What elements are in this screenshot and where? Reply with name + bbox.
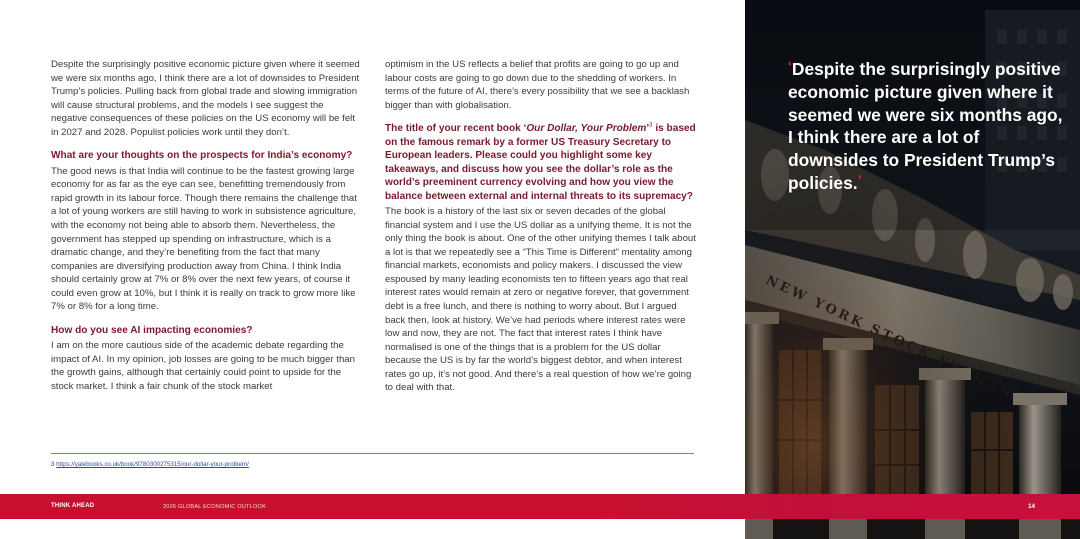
footer-bar	[0, 494, 1080, 519]
footnote-link[interactable]: https://yalebooks.co.uk/book/9780300275315/our-dollar-your-problem/	[56, 461, 249, 468]
footer-publication: 2026 GLOBAL ECONOMIC OUTLOOK	[163, 503, 267, 510]
pull-quote-text: Despite the surprisingly positive economic picture given where it seemed we were six months ago, I think there are a lot of downsides to President Trump’s policies.	[788, 59, 1063, 193]
answer-india: The good news is that India will continue to be the fastest growing large economy for as far as the eye can see, benefitting tremendously from rapid growth in its labour force. Though there remains the challenge that a lot of young workers are still having to work in subsistence agriculture, with the economy not being able to absorb them. Nevertheless, the government has stepped up spending on infrastructure, which is a dramatic change, and they’re benefiting from the fact that many companies are diversifying production away from China. I think India should certainly grow at 7% or 8% over the next few years, of course it could even grow at 10%, but I think it is really on track to grow more like 7% or 8% for a long time.	[51, 165, 357, 313]
question-dollar-prefix: The title of your recent book ‘	[385, 123, 527, 135]
question-dollar-rest: is based on the famous remark by a former US Treasury Secretary to European leaders. Please could you highlight some key takeaways, and discuss how you see the dollar’s role as the world’s preeminent currency evolving and how you view the balance between external and internal threats to its supremacy?	[385, 123, 696, 202]
answer-ai: I am on the more cautious side of the academic debate regarding the impact of AI. In my opinion, job losses are going to be much bigger than the growth gains, although that certainly could point to upside for the stock market. I think a fair chunk of the stock market	[51, 340, 355, 392]
column-bases	[745, 519, 1080, 539]
page-number: 14	[1028, 503, 1036, 510]
question-dollar-close-quote: ’	[646, 123, 650, 135]
left-text-column	[51, 58, 360, 393]
right-text-column	[385, 58, 697, 395]
footnote	[51, 461, 249, 468]
question-ai: How do you see AI impacting economies?	[51, 324, 253, 336]
footer-brand: THINK AHEAD	[51, 503, 95, 509]
book-title: Our Dollar, Your Problem	[526, 123, 647, 135]
intro-paragraph: Despite the surprisingly positive economic picture given where it seemed we were six months ago, I think there are a lot of downsides to President Trump’s policies. Pulling back from global trade and slowing immigration will cause structural problems, and the models I see suggest the negative consequences of these policies on the US economy will be felt in 2027 and 2028. Populist policies work until they don’t.	[51, 59, 360, 138]
photo-bottom-strip	[745, 519, 1080, 539]
footnote-number: 3	[51, 461, 55, 468]
close-quote-mark: ’	[857, 171, 862, 188]
question-dollar	[385, 122, 697, 203]
footnote-ref[interactable]: 3	[649, 122, 653, 129]
open-quote-mark: ‘	[788, 58, 792, 74]
pull-quote	[788, 58, 1068, 195]
question-india: What are your thoughts on the prospects for India’s economy?	[51, 150, 353, 162]
footnote-divider	[51, 453, 694, 454]
continued-paragraph: optimism in the US reflects a belief that profits are going to go up and labour costs are going to go down due to the shedding of workers. In terms of the future of AI, there’s every possibility that we see a backlash bigger than with globalisation.	[385, 59, 690, 111]
answer-dollar: The book is a history of the last six or seven decades of the global financial system and I use the US dollar as a unifying theme. It is not the only thing the book is about. One of the other unifying themes I talk about a lot is that we repeatedly see a “This Time is Different” mentality among financial markets, economists and policy makers. I discussed the view espoused by many leading economists ten to fifteen years ago that real interest rates would remain at zero or negative forever, that government debt is a free lunch, and there is nothing to worry about. But I argued back then, look at history. We’ve had periods where interest rates were low and now, they are not. The fact that interest rates I think have normalised is one of the things that is a problem for the US dollar because the US is by far the world’s biggest debtor, and when interest rates go up, it’s not good. And there’s a real question of how we’re going to deal with that.	[385, 206, 696, 394]
